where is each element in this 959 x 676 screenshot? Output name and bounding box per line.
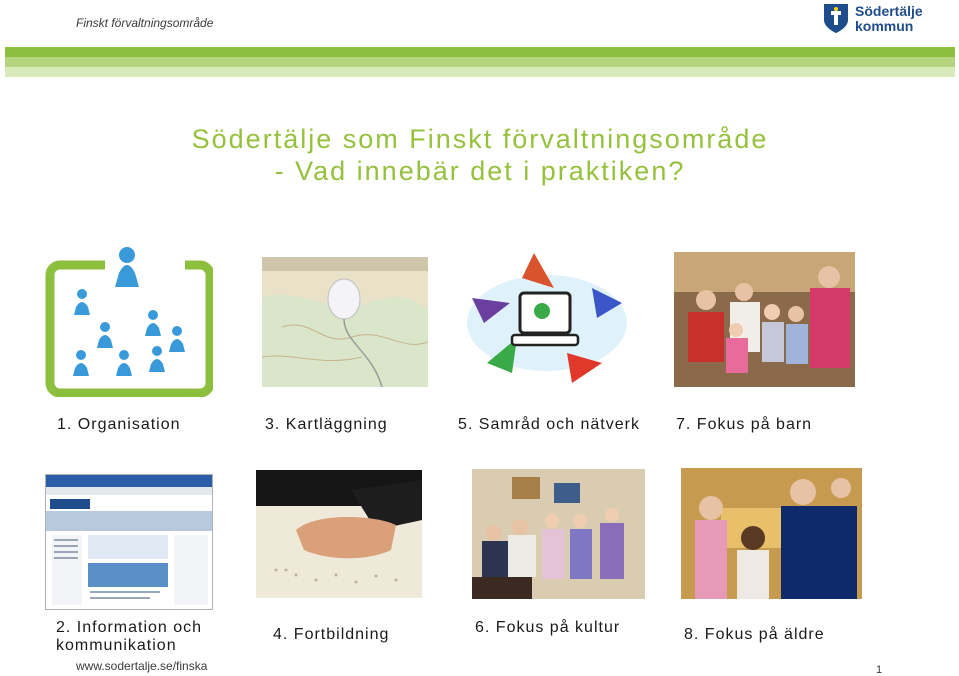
header-band-light <box>5 67 955 77</box>
information-kommunikation-image <box>45 474 213 610</box>
title-line2: - Vad innebär det i praktiken? <box>274 156 686 186</box>
item-organisation: 1. Organisation <box>57 416 181 433</box>
item-fokus-kultur: 6. Fokus på kultur <box>475 619 621 636</box>
header-band-mid <box>5 57 955 67</box>
header-band-dark <box>5 47 955 57</box>
fokus-aldre-image <box>681 468 862 599</box>
coat-of-arms-icon <box>822 2 850 34</box>
logo-text <box>855 4 923 34</box>
item-information-line2: kommunikation <box>56 637 177 654</box>
fokus-kultur-image <box>472 469 645 599</box>
fokus-barn-image <box>674 252 855 387</box>
fortbildning-image <box>256 470 422 598</box>
organisation-image <box>45 245 213 397</box>
kommun-logo[interactable] <box>822 2 932 38</box>
item-fokus-barn: 7. Fokus på barn <box>676 416 813 433</box>
footer-url[interactable]: www.sodertalje.se/finska <box>76 659 208 673</box>
logo-line1: Södertälje <box>855 3 923 19</box>
item-fortbildning: 4. Fortbildning <box>273 626 390 643</box>
kartlaggning-image <box>262 257 428 387</box>
section-label: Finskt förvaltningsområde <box>76 16 214 30</box>
item-information-line1: 2. Information och <box>56 619 203 636</box>
item-fokus-aldre: 8. Fokus på äldre <box>684 626 825 643</box>
item-samrad-natverk: 5. Samråd och nätverk <box>458 416 640 433</box>
item-information-kommunikation <box>56 619 202 655</box>
samrad-natverk-image <box>462 243 632 393</box>
title-line1: Södertälje som Finskt förvaltningsområde <box>191 124 769 154</box>
page-number: 1 <box>876 664 883 676</box>
slide-title <box>120 123 840 187</box>
logo-line2: kommun <box>855 18 914 34</box>
item-kartlaggning: 3. Kartläggning <box>265 416 388 433</box>
